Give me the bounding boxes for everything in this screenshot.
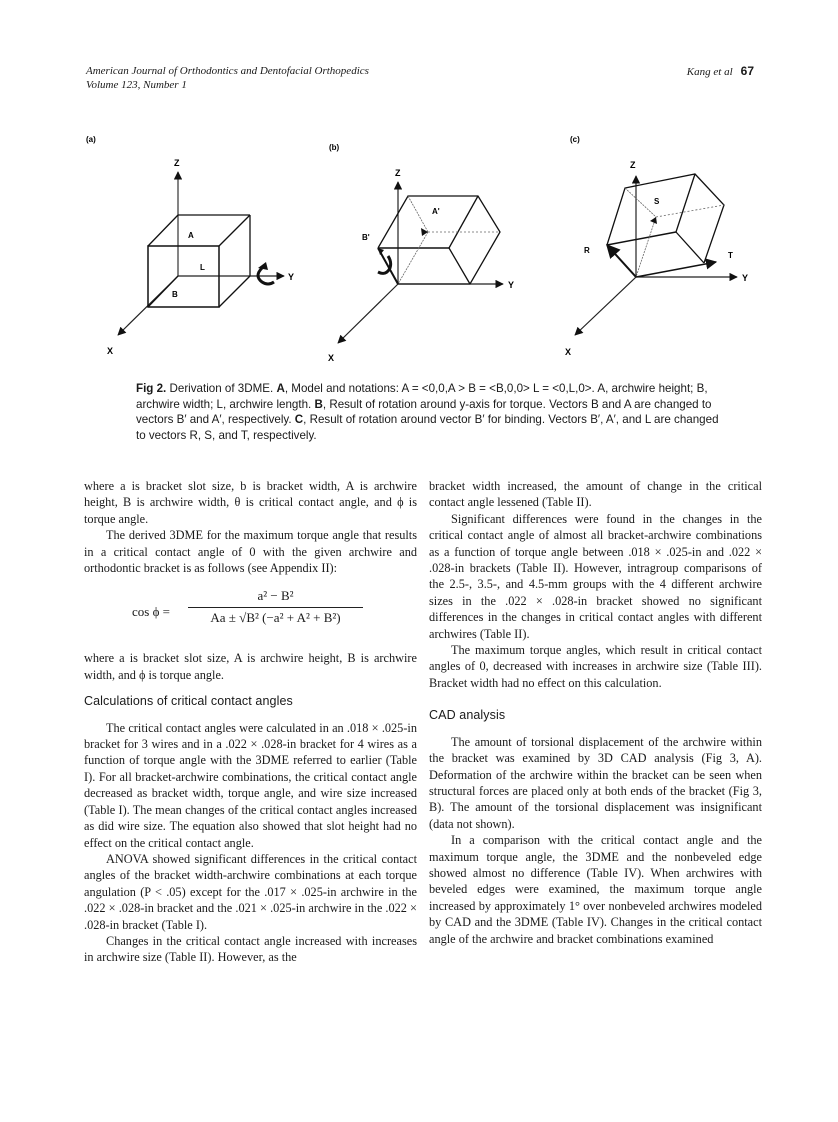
paragraph: The critical contact angles were calculated in an .018 × .025-in bracket for 3 wires and in a .022 × .028-in bracket for 4 wires as a function of torque angle with the 3DME referred to earlier (Table I). For all bracket-archwire combinations, the critical contact angle decreased as bracket width, torque angle, and wire size increased (Table I). The mean changes of the critical contact angles increased as did wire size. The equation also showed that slot height had no effect on the critical contact angle. (84, 720, 417, 850)
figure-2 (0, 0, 838, 380)
left-column (84, 478, 417, 966)
equation-lhs: cos ϕ = (132, 604, 171, 620)
vector-l-label: L (200, 263, 205, 272)
figure-caption: Fig 2. Derivation of 3DME. A, Model and notations: A = <0,0,A > B = <B,0,0> L = <0,L,0>. A, archwire height; B, archwire width; L, archwire length. B, Result of rotation around y-axis for torque. Vectors B and A are changed to vectors B′ and A′, respectively. C, Result of rotation around vector B′ for binding. Vectors B′, A′, and L are changed to vectors R, S, and T, respectively. (136, 382, 719, 442)
y-axis-label: Y (288, 272, 295, 282)
paragraph: Changes in the critical contact angle increased with increases in archwire size (Table II). However, as the (84, 933, 417, 965)
svg-text:Z: Z (630, 160, 636, 170)
caption-label: Fig 2. (136, 382, 167, 395)
x-axis-label: X (107, 346, 114, 356)
paragraph: bracket width increased, the amount of change in the critical contact angle lessened (Table II). (429, 479, 762, 510)
panel-b (328, 143, 514, 363)
panel-c-label: (c) (570, 135, 580, 144)
panel-a-label: (a) (86, 135, 96, 144)
svg-text:X: X (328, 353, 335, 363)
equation-denominator: Aa ± √B² (−a² + A² + B²) (210, 609, 341, 625)
panel-a (86, 135, 294, 356)
journal-volume: Volume 123, Number 1 (86, 79, 187, 91)
equation-cos-phi (84, 582, 417, 642)
equation-numerator: a² − B² (257, 588, 294, 604)
page-number: 67 (740, 64, 754, 78)
panel-c (565, 135, 748, 357)
vector-a-prime-label: A' (432, 207, 440, 216)
panel-b-label: (b) (329, 143, 340, 152)
right-column (429, 478, 762, 947)
vector-r-label: R (584, 246, 590, 255)
journal-title: American Journal of Orthodontics and Dentofacial Orthopedics (86, 65, 369, 77)
authors: Kang et al (686, 66, 733, 78)
paragraph: where a is bracket slot size, b is bracket width, A is archwire height, B is archwire width, θ is critical contact angle, and ϕ is torque angle. (84, 479, 417, 526)
equation-fraction (188, 588, 363, 626)
vector-s-label: S (654, 197, 660, 206)
vector-t-label: T (728, 251, 733, 260)
svg-text:X: X (565, 347, 572, 357)
vector-b-prime-label: B' (362, 233, 370, 242)
svg-text:Y: Y (508, 280, 515, 290)
z-axis-label: Z (174, 158, 180, 168)
paragraph: The maximum torque angles, which result in critical contact angles of 0, decreased with increases in archwire size (Table III). Bracket width had no effect on this calculation. (429, 643, 762, 690)
section-heading: Calculations of critical contact angles (84, 694, 293, 709)
svg-text:Y: Y (742, 273, 749, 283)
paragraph: In a comparison with the critical contact angle and the maximum torque angle, the 3DME and the nonbeveled edge showed almost no difference (Table IV). When archwires with beveled edges were examined, the maximum torque angle increased by approximately 1° over nonbeveled archwires modeled by CAD and the 3DME (Table IV). Changes in the critical contact angle of the archwire and bracket combinations examined (429, 833, 762, 946)
paragraph: The derived 3DME for the maximum torque angle that results in a critical contact angle of 0 with the given archwire and orthodontic bracket is as follows (see Appendix II): (84, 528, 417, 576)
section-heading: CAD analysis (429, 708, 506, 723)
vector-a-label: A (188, 231, 194, 240)
paragraph: Significant differences were found in the changes in the critical contact angle of almost all bracket-archwire combinations as a function of torque angle between .018 × .025-in and .022 × .028-in brackets (Table II). However, intragroup comparisons of the 2.5-, 3.5-, and 4.5-mm groups with the 4 different archwire sizes in the .022 × .028-in bracket showed no significant differences in the changes in critical contact angles with different archwires (Table II). (429, 511, 762, 641)
paragraph: ANOVA showed significant differences in the critical contact angles of the bracket width-archwire combinations at each torque angulation (P < .05) except for the .017 × .025-in archwire in the .022 × .028-in bracket and the .021 × .025-in archwire in the .022 × .028-in bracket (Table I). (84, 851, 417, 932)
vector-b-label: B (172, 290, 178, 299)
paragraph: where a is bracket slot size, A is archwire height, B is archwire width, and ϕ is torque angle. (84, 651, 417, 682)
paragraph: The amount of torsional displacement of the archwire within the bracket was examined by 3D CAD analysis (Fig 3, A). Deformation of the archwire within the bracket can be seen when structural forces are placed only at both ends of the bracket (Fig 3, B). The amount of the torsional displacement was insignificant (data not shown). (429, 734, 762, 831)
svg-text:Z: Z (395, 168, 401, 178)
fraction-bar (188, 607, 363, 608)
